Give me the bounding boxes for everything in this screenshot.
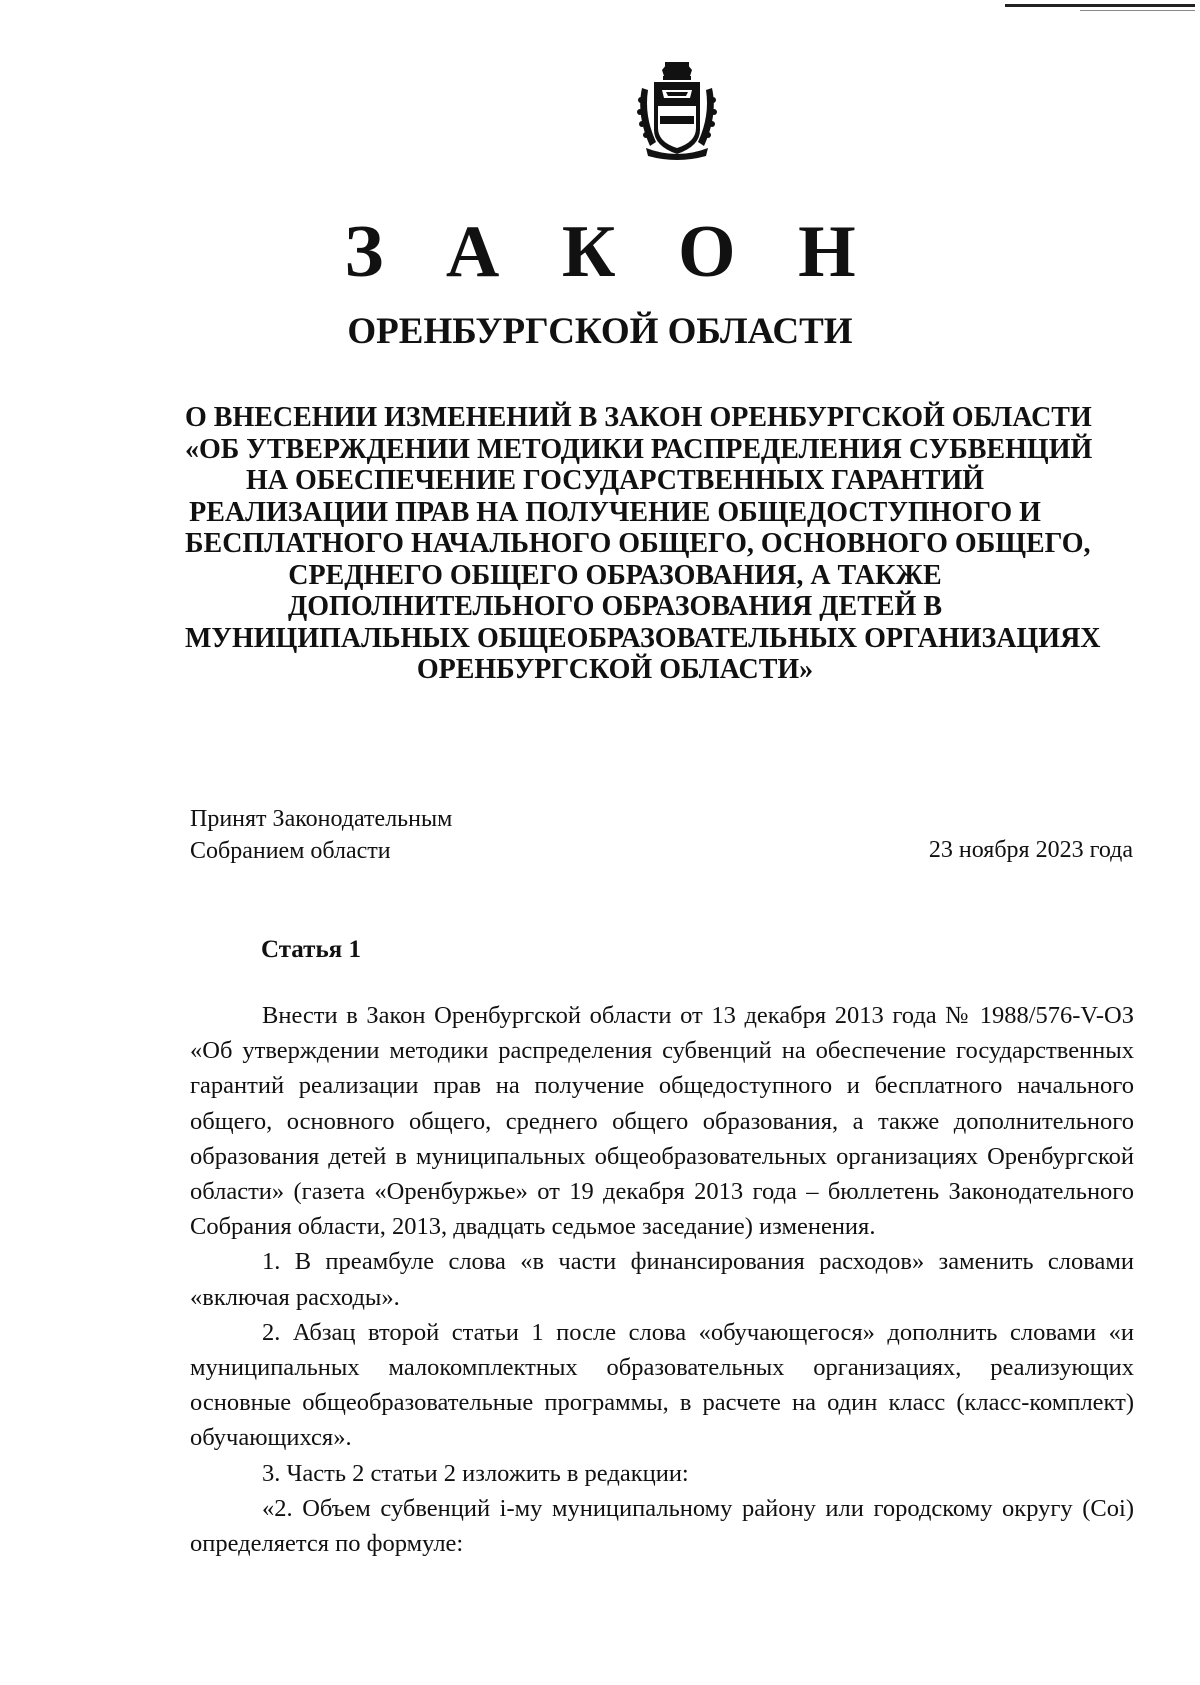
law-subject <box>185 402 1101 686</box>
subject-line: «ОБ УТВЕРЖДЕНИИ МЕТОДИКИ РАСПРЕДЕЛЕНИЯ СУБВЕНЦИЙ <box>185 433 1093 465</box>
subject-line: О ВНЕСЕНИИ ИЗМЕНЕНИЙ В ЗАКОН ОРЕНБУРГСКОЙ ОБЛАСТИ <box>185 402 1092 433</box>
article-heading: Статья 1 <box>261 936 361 963</box>
adoption-note-line: Собранием области <box>190 838 391 864</box>
paragraph: 2. Абзац второй статьи 1 после слова «обучающегося» дополнить словами «и муниципальных малокомплектных образовательных организациях, реализующих основные общеобразовательные программы, в расчете на один класс (класс-комплект) обучающихся». <box>190 1318 1134 1452</box>
subject-line: ДОПОЛНИТЕЛЬНОГО ОБРАЗОВАНИЯ ДЕТЕЙ В <box>288 591 942 622</box>
subject-line: СРЕДНЕГО ОБЩЕГО ОБРАЗОВАНИЯ, А ТАКЖЕ <box>288 559 942 591</box>
scan-edge-line-thin <box>1080 10 1195 11</box>
coat-of-arms-orenburg-icon <box>632 60 722 160</box>
subject-line: МУНИЦИПАЛЬНЫХ ОБЩЕОБРАЗОВАТЕЛЬНЫХ ОРГАНИЗАЦИЯХ <box>185 622 1101 654</box>
subject-line: БЕСПЛАТНОГО НАЧАЛЬНОГО ОБЩЕГО, ОСНОВНОГО ОБЩЕГО, <box>185 528 1091 559</box>
region-title: ОРЕНБУРГСКОЙ ОБЛАСТИ <box>347 311 853 352</box>
law-title: З А К О Н <box>344 211 878 293</box>
subject-line: РЕАЛИЗАЦИИ ПРАВ НА ПОЛУЧЕНИЕ ОБЩЕДОСТУПНОГО И <box>189 496 1041 528</box>
adoption-note-line: Принят Законодательным <box>190 806 453 832</box>
paragraph: 3. Часть 2 статьи 2 изложить в редакции: <box>262 1459 689 1487</box>
paragraph: «2. Объем субвенций i-му муниципальному району или городскому округу (Coi) определяется по формуле: <box>190 1494 1134 1558</box>
subject-line: НА ОБЕСПЕЧЕНИЕ ГОСУДАРСТВЕННЫХ ГАРАНТИЙ <box>245 465 985 496</box>
scan-edge-line <box>1005 4 1195 7</box>
subject-line: ОРЕНБУРГСКОЙ ОБЛАСТИ» <box>416 654 814 685</box>
adoption-note <box>190 803 452 867</box>
article-body <box>190 998 1134 1561</box>
adoption-date: 23 ноября 2023 года <box>928 837 1133 863</box>
paragraph: Внести в Закон Оренбургской области от 13 декабря 2013 года № 1988/576-V-ОЗ «Об утверждении методики распределения субвенций на обеспечение государственных гарантий реализации прав на получение общедоступного и бесплатного начального общего, основного общего, среднего общего образования, а также дополнительного образования детей в муниципальных общеобразовательных организациях Оренбургской области» (газета «Оренбуржье» от 19 декабря 2013 года – бюллетень Законодательного Собрания области, 2013, двадцать седьмое заседание) изменения. <box>190 1002 1134 1241</box>
paragraph: 1. В преамбуле слова «в части финансирования расходов» заменить словами «включая расходы». <box>190 1248 1134 1311</box>
